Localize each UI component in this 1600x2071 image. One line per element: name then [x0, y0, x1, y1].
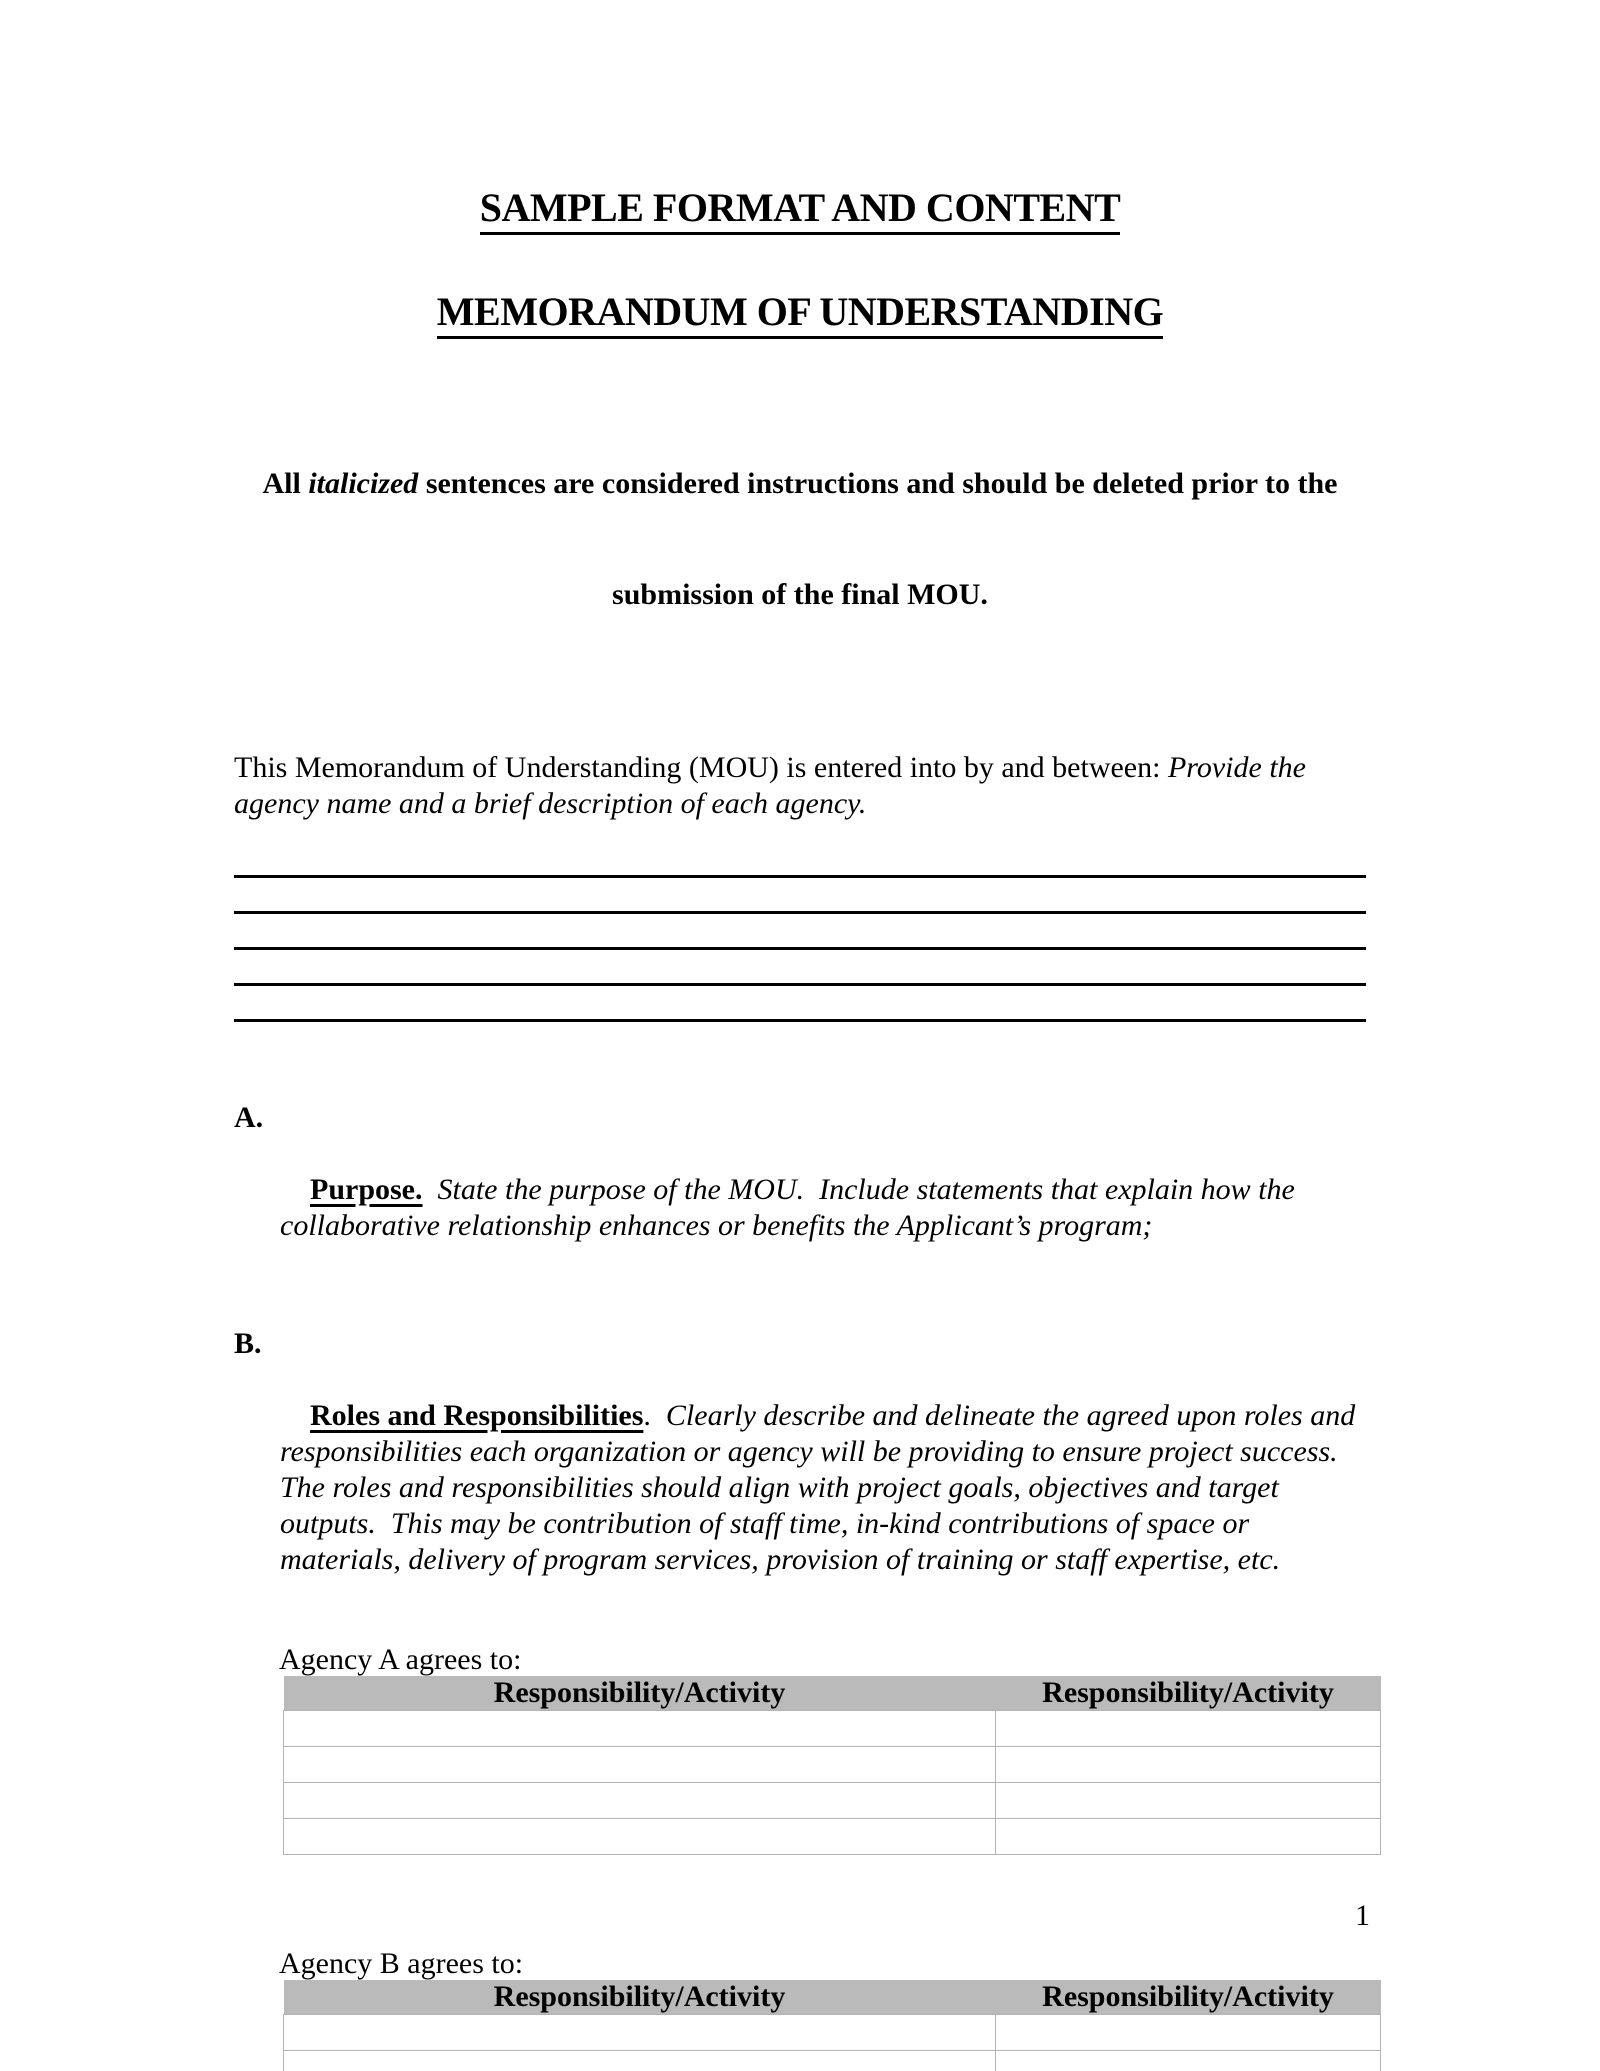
- agency-b-label: Agency B agrees to:: [279, 1947, 524, 1980]
- text-run-regular: [423, 1173, 438, 1206]
- instruction-heading: [234, 391, 1366, 687]
- agency-a-label: Agency A agrees to:: [279, 1643, 522, 1676]
- blank-fill-line: [234, 878, 1366, 914]
- table-header-cell: Responsibility/Activity: [996, 1676, 1381, 1711]
- text-run-regular: .: [643, 1399, 666, 1432]
- document-title-line1-text: SAMPLE FORMAT AND CONTENT: [480, 185, 1121, 235]
- section-b-label: B.: [234, 1327, 262, 1360]
- intro-paragraph: [234, 750, 1366, 822]
- page-number: 1: [1355, 1899, 1370, 1932]
- agency-b-table-header-row: [284, 1980, 1381, 2015]
- agency-a-table: [283, 1676, 1381, 1855]
- document-title-line2-text: MEMORANDUM OF UNDERSTANDING: [437, 289, 1163, 339]
- text-run-bold-underline: Roles and Responsibilities: [310, 1399, 644, 1432]
- section-a-label: A.: [234, 1101, 264, 1134]
- table-empty-cell: [284, 1819, 996, 1855]
- table-header-cell: Responsibility/Activity: [284, 1676, 996, 1711]
- text-run-bold-italic: italicized: [308, 467, 419, 500]
- text-run-bold: sentences are considered instructions and should be deleted prior to the: [418, 467, 1338, 500]
- table-row: [284, 1711, 1381, 1747]
- blank-fill-lines: [234, 842, 1366, 1022]
- section-b-roles-responsibilities: [234, 1326, 1366, 1614]
- table-empty-cell: [996, 1711, 1381, 1747]
- table-header-cell: Responsibility/Activity: [996, 1980, 1381, 2015]
- table-empty-cell: [996, 1783, 1381, 1819]
- table-row: [284, 2015, 1381, 2051]
- table-empty-cell: [284, 2015, 996, 2051]
- table-empty-cell: [996, 2051, 1381, 2071]
- agency-a-table-header-row: [284, 1676, 1381, 1711]
- table-empty-cell: [284, 2051, 996, 2071]
- text-run-bold-underline: Purpose.: [310, 1173, 423, 1206]
- table-row: [284, 1747, 1381, 1783]
- table-empty-cell: [284, 1747, 996, 1783]
- section-b-text: [280, 1399, 1363, 1576]
- table-empty-cell: [284, 1783, 996, 1819]
- table-header-cell: Responsibility/Activity: [284, 1980, 996, 2015]
- blank-fill-line: [234, 950, 1366, 986]
- table-empty-cell: [284, 1711, 996, 1747]
- table-row: [284, 1819, 1381, 1855]
- text-run-bold: All: [262, 467, 309, 500]
- text-run-bold: submission of the final MOU.: [612, 578, 988, 611]
- text-run-italic: Clearly describe and delineate the agreed upon roles and responsibilities each organization or agency will be providing to ensure project success. The roles and responsibilities should align with project goals, objectives and target outputs. This may be contribution of staff time, in-kind contributions of space or materials, delivery of program services, provision of training or staff expertise, etc.: [280, 1399, 1363, 1576]
- section-a-purpose: [234, 1100, 1366, 1280]
- instruction-heading-line2: [234, 576, 1366, 613]
- table-row: [284, 1783, 1381, 1819]
- agency-b-table: [283, 1980, 1381, 2071]
- document-title-line1: [234, 183, 1366, 233]
- text-run-italic: State the purpose of the MOU. Include statements that explain how the collaborative relationship enhances or benefits the Applicant’s program;: [280, 1173, 1303, 1242]
- blank-fill-line: [234, 842, 1366, 878]
- table-empty-cell: [996, 2015, 1381, 2051]
- blank-fill-line: [234, 914, 1366, 950]
- table-row: [284, 2051, 1381, 2071]
- text-run-regular: This Memorandum of Understanding (MOU) is entered into by and between:: [234, 751, 1168, 784]
- instruction-heading-line1: [234, 465, 1366, 502]
- table-empty-cell: [996, 1819, 1381, 1855]
- section-a-text: [280, 1173, 1302, 1242]
- text-run-italic: Provide the agency name and a brief description of each agency.: [234, 751, 1314, 820]
- table-empty-cell: [996, 1747, 1381, 1783]
- blank-fill-line: [234, 986, 1366, 1022]
- document-title-line2: [234, 287, 1366, 337]
